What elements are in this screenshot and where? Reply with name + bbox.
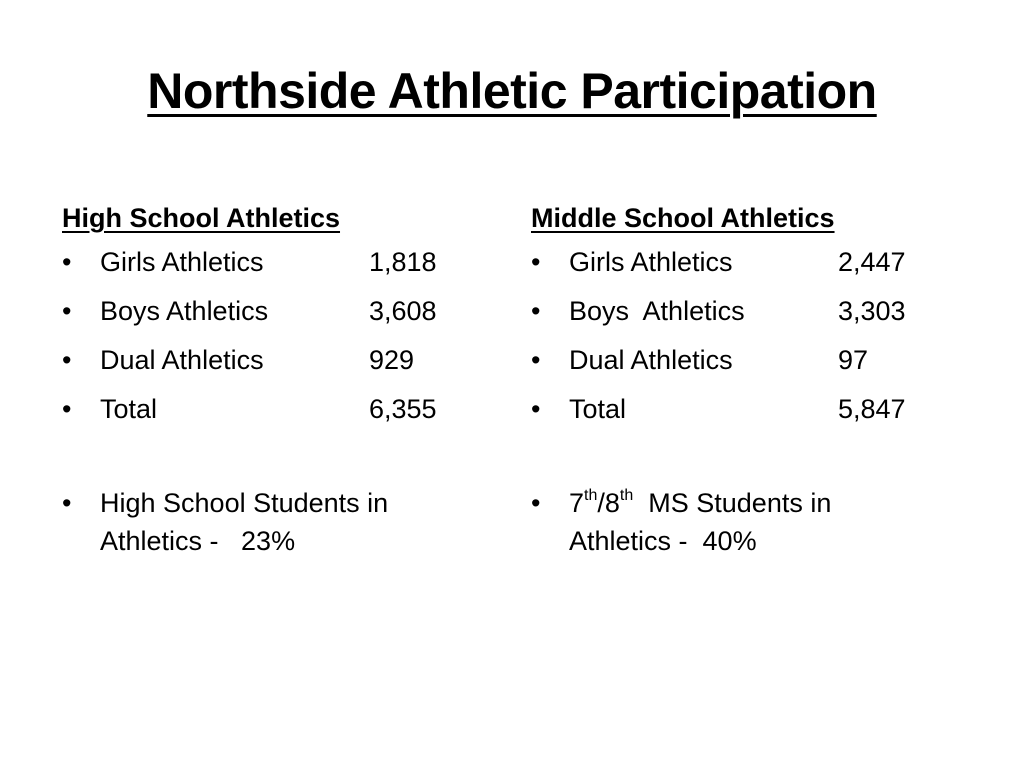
row-value: 2,447 <box>838 247 906 277</box>
row-label: Girls Athletics <box>100 247 264 277</box>
bullet-icon: • <box>62 345 72 375</box>
bullet-icon: • <box>531 488 541 518</box>
note-line-2: Athletics - 23% <box>100 526 296 556</box>
bullet-icon: • <box>531 296 541 326</box>
grade-eight: /8 <box>597 488 620 518</box>
row-value: 3,608 <box>369 296 437 326</box>
middle-school-column <box>531 198 971 560</box>
ordinal-suffix: th <box>619 487 634 504</box>
row-label: Boys Athletics <box>100 296 269 326</box>
bullet-icon: • <box>531 345 541 375</box>
row-label: Dual Athletics <box>569 345 733 375</box>
row-label: Total <box>569 394 627 424</box>
row-value: 929 <box>369 345 415 375</box>
high-school-participation-note <box>62 484 502 560</box>
ordinal-suffix: th <box>584 487 598 504</box>
bullet-icon: • <box>62 488 72 518</box>
bullet-icon: • <box>62 394 72 424</box>
note-line-1: High School Students in <box>100 488 389 518</box>
middle-school-participation-note <box>531 484 971 560</box>
list-item <box>62 336 502 385</box>
row-label: Total <box>100 394 158 424</box>
slide-title: Northside Athletic Participation <box>147 63 877 119</box>
note-line-1 <box>569 484 971 522</box>
list-item <box>62 238 502 287</box>
note-text: MS Students in <box>633 488 832 518</box>
list-item <box>531 385 971 434</box>
list-item <box>531 336 971 385</box>
grade-seven: 7 <box>569 488 585 518</box>
middle-school-list <box>531 238 971 434</box>
high-school-list <box>62 238 502 434</box>
row-label: Dual Athletics <box>100 345 264 375</box>
row-value: 3,303 <box>838 296 906 326</box>
row-label: Boys Athletics <box>569 296 745 326</box>
row-label: Girls Athletics <box>569 247 733 277</box>
row-value: 1,818 <box>369 247 437 277</box>
bullet-icon: • <box>62 247 72 277</box>
middle-school-heading: Middle School Athletics <box>531 203 835 233</box>
bullet-icon: • <box>531 394 541 424</box>
high-school-column <box>62 198 502 560</box>
note-line-2: Athletics - 40% <box>569 526 757 556</box>
bullet-icon: • <box>531 247 541 277</box>
row-value: 6,355 <box>369 394 437 424</box>
list-item <box>531 238 971 287</box>
row-value: 97 <box>838 345 869 375</box>
list-item <box>62 287 502 336</box>
high-school-heading: High School Athletics <box>62 203 341 233</box>
row-value: 5,847 <box>838 394 906 424</box>
list-item <box>62 385 502 434</box>
list-item <box>531 287 971 336</box>
bullet-icon: • <box>62 296 72 326</box>
